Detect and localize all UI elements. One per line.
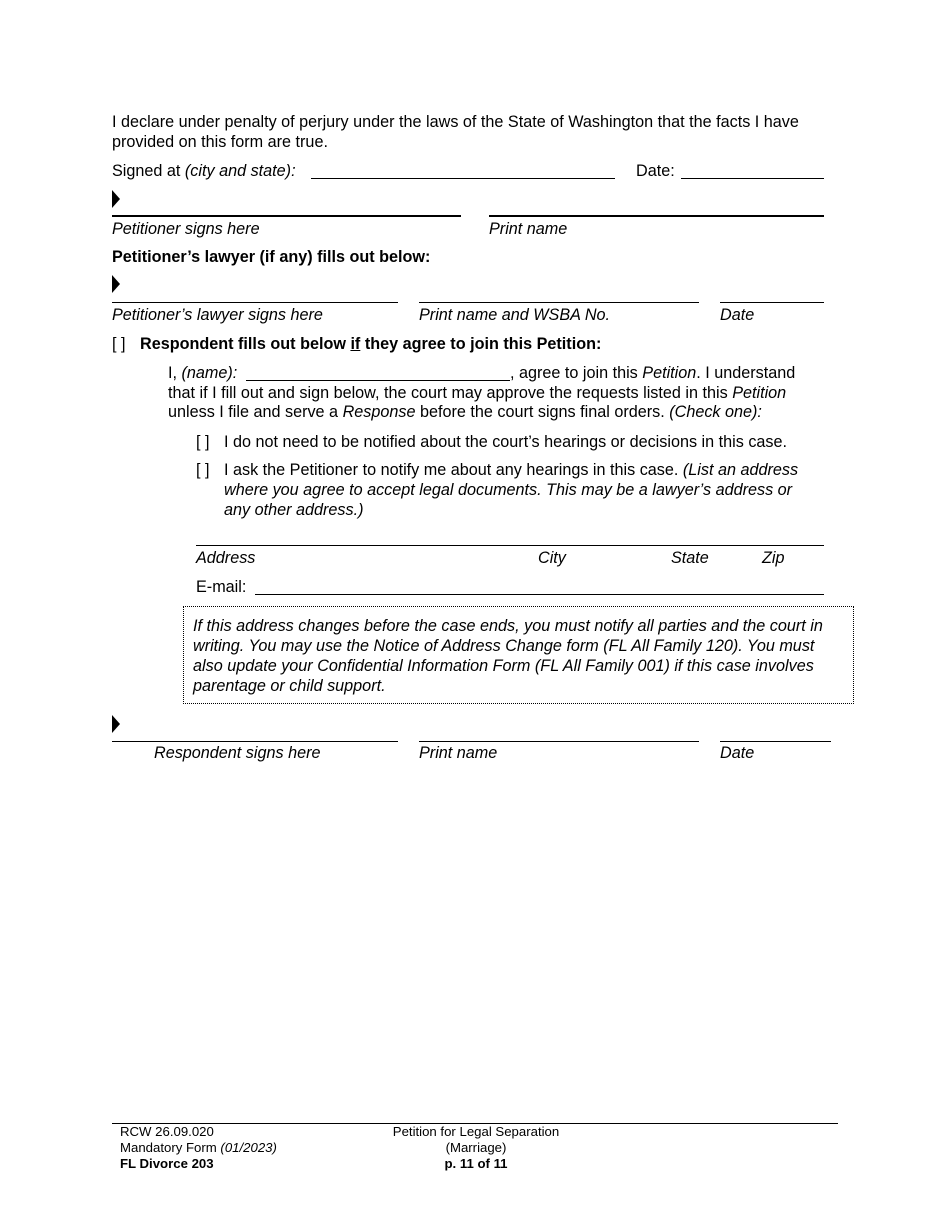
address-caption: Address — [196, 549, 256, 567]
petitioner-signature-field[interactable] — [112, 215, 461, 217]
footer-rcw: RCW 26.09.020 — [120, 1124, 214, 1139]
state-caption: State — [671, 549, 709, 567]
respondent-signature-field[interactable] — [112, 741, 398, 742]
lawyer-print-caption: Print name and WSBA No. — [419, 306, 611, 324]
lawyer-date-field[interactable] — [720, 302, 824, 303]
sign-arrow-icon — [112, 190, 120, 208]
respondent-name-field[interactable] — [246, 380, 510, 381]
lawyer-print-name-field[interactable] — [419, 302, 699, 303]
option-no-notify-text: I do not need to be notified about the court’s hearings or decisions in this case. — [224, 433, 788, 451]
lawyer-sign-caption: Petitioner’s lawyer signs here — [112, 306, 323, 324]
petitioner-print-name-field[interactable] — [489, 215, 824, 217]
option-notify-checkbox[interactable]: [ ] — [196, 461, 210, 479]
footer-mandatory: Mandatory Form (01/2023) — [120, 1140, 277, 1155]
lawyer-date-caption: Date — [720, 306, 755, 324]
declaration-line-1: I declare under penalty of perjury under the laws of the State of Washington that the facts I have — [112, 113, 799, 131]
respondent-intro-line-2: that if I fill out and sign below, the court may approve the requests listed in this Petition — [168, 384, 787, 402]
sign-arrow-icon — [112, 715, 120, 733]
signed-at-label: Signed at (city and state): — [112, 162, 296, 180]
respondent-heading: Respondent fills out below if they agree to join this Petition: — [140, 335, 602, 353]
footer-title-line-1: Petition for Legal Separation — [392, 1124, 560, 1139]
respondent-date-caption: Date — [720, 744, 755, 762]
email-label: E-mail: — [196, 578, 247, 596]
signed-date-field[interactable] — [681, 178, 824, 179]
option-no-notify-checkbox[interactable]: [ ] — [196, 433, 210, 451]
petitioner-print-caption: Print name — [489, 220, 568, 238]
email-field[interactable] — [255, 594, 824, 595]
option-notify-text-line-1: I ask the Petitioner to notify me about any hearings in this case. (List an address — [224, 461, 799, 479]
signed-at-field[interactable] — [311, 178, 615, 179]
respondent-join-checkbox[interactable]: [ ] — [112, 335, 126, 353]
city-caption: City — [538, 549, 566, 567]
respondent-print-name-field[interactable] — [419, 741, 699, 742]
respondent-sign-caption: Respondent signs here — [154, 744, 321, 762]
respondent-print-caption: Print name — [419, 744, 498, 762]
zip-caption: Zip — [762, 549, 785, 567]
footer-title-line-2: (Marriage) — [445, 1140, 507, 1155]
sign-arrow-icon — [112, 275, 120, 293]
petitioner-sign-caption: Petitioner signs here — [112, 220, 260, 238]
footer-form-id: FL Divorce 203 — [120, 1156, 214, 1171]
lawyer-signature-field[interactable] — [112, 302, 398, 303]
respondent-intro-agree: , agree to join this Petition. I understand — [510, 364, 796, 382]
declaration-line-2: provided on this form are true. — [112, 133, 328, 151]
respondent-intro-i: I, (name): — [168, 364, 238, 382]
footer-page-number: p. 11 of 11 — [444, 1156, 508, 1171]
respondent-intro-line-3: unless I file and serve a Response before the court signs final orders. (Check one): — [168, 403, 762, 421]
lawyer-heading: Petitioner’s lawyer (if any) fills out below: — [112, 248, 431, 266]
option-notify-text-line-2: where you agree to accept legal documents. This may be a lawyer’s address or — [224, 481, 793, 499]
address-field[interactable] — [196, 545, 824, 546]
option-notify-text-line-3: any other address.) — [224, 501, 364, 519]
respondent-date-field[interactable] — [720, 741, 831, 742]
address-change-notice — [183, 606, 854, 704]
date-label: Date: — [636, 162, 675, 180]
address-change-notice-text: If this address changes before the case ends, you must notify all parties and the court in writing. You may use the Notice of Address Change form (FL All Family 120). You must also update your Confidential Information Form (FL All Family 001) if this case involves parentage or child support. — [193, 617, 823, 695]
